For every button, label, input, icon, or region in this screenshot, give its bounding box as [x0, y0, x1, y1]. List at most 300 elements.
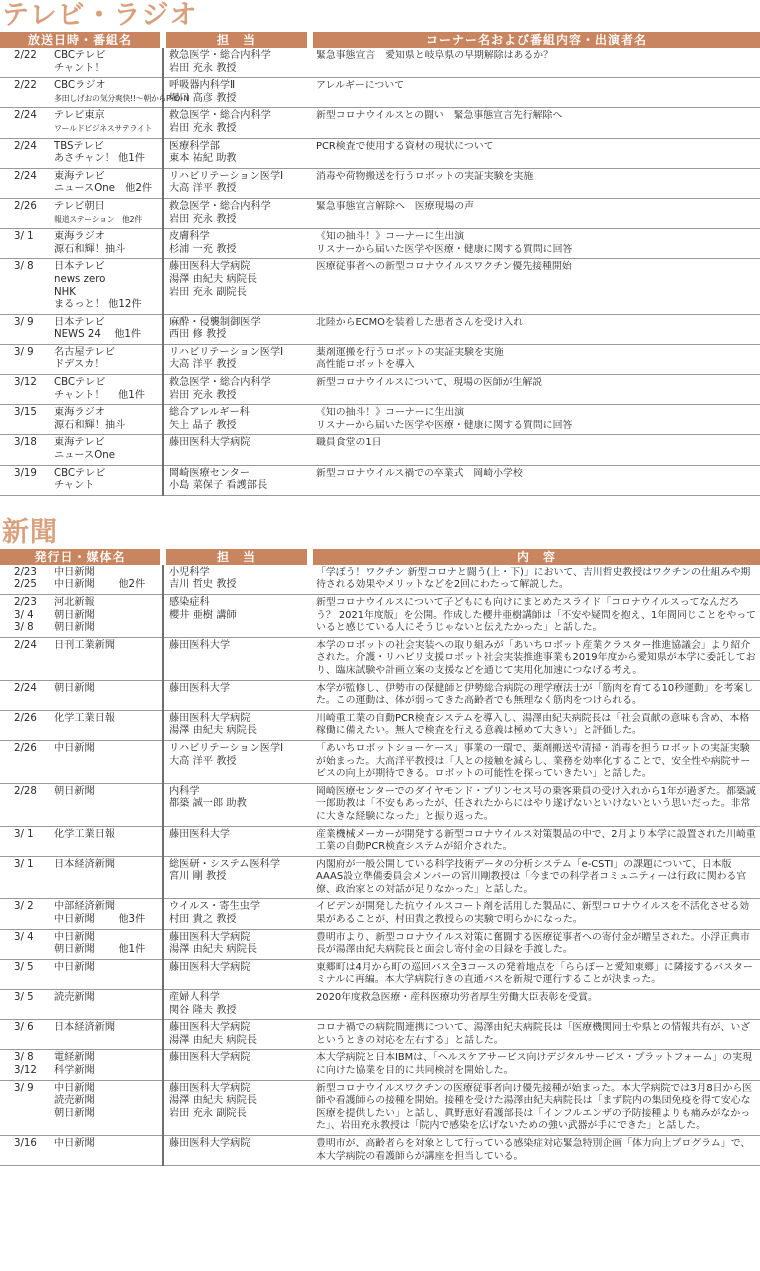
program-name: 朝日新聞 他1件 [54, 944, 146, 956]
content-cell [310, 375, 760, 405]
staff-line: 呼吸器内科学Ⅱ [169, 80, 236, 92]
content-line: リスナーから届いた医学や医療・健康に関する質問に回答 [316, 419, 573, 431]
staff-line: 大高 洋平 教授 [169, 359, 237, 371]
staff-line: 藤田医科大学病院 [169, 1137, 251, 1149]
table-row [0, 990, 760, 1020]
date-text: 3/ 9 [14, 316, 34, 328]
staff-line: 救急医学・総合内科学 [169, 50, 271, 61]
table-row [0, 1135, 760, 1165]
date-text: 2/26 [14, 742, 37, 754]
table-row [0, 959, 760, 989]
program-name: 科学新聞 [54, 1065, 95, 1076]
content-cell [310, 138, 760, 168]
date-text: 3/ 8 [14, 622, 34, 634]
staff-cell [163, 990, 310, 1020]
date-text: 3/ 9 [14, 346, 34, 358]
content-line: 高性能ロボットを導入 [316, 359, 415, 371]
header-broadcast-program: 放送日時・番組名 [0, 32, 163, 48]
table-row [0, 783, 760, 826]
program-line [14, 1052, 160, 1065]
date-text: 3/ 1 [14, 231, 34, 243]
program-name: 電経新聞 [54, 1052, 95, 1064]
program-line [14, 123, 160, 136]
content-line: 職員食堂の1日 [316, 437, 382, 449]
table-row [0, 595, 760, 638]
content-cell [310, 1135, 760, 1165]
staff-line: 藤田医科大学 [169, 682, 231, 694]
program-name: CBCテレビ [54, 467, 106, 479]
content-cell [310, 435, 760, 465]
date-text: 3/ 8 [14, 1052, 34, 1064]
date-text: 3/15 [14, 407, 37, 419]
program-name: 朝日新聞 [54, 682, 95, 694]
program-name: 日本経済新聞 [54, 858, 116, 870]
program-name: 朝日新聞 [54, 1107, 95, 1119]
program-name: 河北新報 [54, 597, 95, 608]
staff-line: 矢上 晶子 教授 [169, 419, 237, 431]
content-cell [310, 48, 760, 78]
program-name: 日本テレビ [54, 316, 105, 328]
staff-line: 岩田 充永 教授 [169, 62, 237, 74]
header-staff: 担 当 [163, 549, 310, 565]
content-cell [310, 856, 760, 899]
date-program-cell [0, 78, 190, 108]
staff-cell [163, 168, 310, 198]
staff-cell [163, 959, 310, 989]
table-row [0, 1020, 760, 1050]
program-name: CBCテレビ [54, 50, 106, 61]
staff-line: リハビリテーション医学Ⅰ [169, 742, 284, 754]
staff-line: 村田 貴之 教授 [169, 914, 237, 926]
program-name: 中日新聞 他2件 [54, 579, 146, 591]
date-program-cell [0, 259, 163, 314]
header-content: 内 容 [310, 549, 760, 565]
program-name: 東海ラジオ [54, 231, 105, 243]
program-name: TBSテレビ [54, 140, 104, 152]
staff-line: 湯澤 由紀夫 病院長 [169, 1034, 257, 1046]
date-program-cell [0, 565, 163, 595]
staff-line: 大高 洋平 教授 [169, 183, 237, 195]
staff-cell [163, 1080, 310, 1135]
date-text: 2/24 [14, 682, 37, 694]
program-line [14, 80, 160, 93]
date-program-cell [0, 138, 163, 168]
content-cell [310, 710, 760, 740]
program-line [14, 1083, 160, 1096]
table-row [0, 899, 760, 929]
program-line [14, 201, 160, 214]
staff-line: 皮膚科学 [169, 231, 210, 243]
content-cell [310, 1020, 760, 1050]
date-text: 3/ 5 [14, 961, 34, 973]
staff-line: 大高 洋平 教授 [169, 755, 237, 767]
table-row [0, 405, 760, 435]
date-program-cell [0, 405, 163, 435]
staff-line: 救急医学・総合内科学 [169, 110, 271, 122]
content-line: 本学が監修し、伊勢市の保健師と伊勢総合病院の理学療法士が「筋肉を育てる10秒運動」を考案した。この運動は、体が弱ってきた高齢者でも無理なく筋肉をつけられる。 [316, 682, 754, 707]
program-name: 東海テレビ [54, 437, 105, 449]
program-name: 化学工業日報 [54, 712, 116, 724]
date-text: 2/24 [14, 639, 37, 651]
date-program-cell [0, 990, 163, 1020]
program-line [14, 50, 160, 63]
date-text: 2/24 [14, 110, 37, 122]
date-program-cell [0, 740, 163, 783]
program-name: 報道ステーション 他2件 [54, 214, 142, 224]
staff-line: 藤田医科大学病院 [169, 1082, 251, 1094]
date-text: 3/19 [14, 467, 37, 479]
table-row [0, 1080, 760, 1135]
table-row [0, 740, 760, 783]
date-program-cell [0, 108, 163, 138]
content-line: 東郷町は4月から町の巡回バス全3コースの発着地点を「ららぽーと愛知東郷」に隣接するバスターミナルに再編。本大学病院行きの直通バスを新規で運行することが決まった。 [316, 961, 753, 986]
newspaper-section-title: 新聞 [2, 516, 58, 548]
content-cell [310, 565, 760, 595]
date-program-cell [0, 314, 163, 344]
program-name: 日刊工業新聞 [54, 639, 116, 651]
staff-line: 湯澤 由紀夫 病院長 [169, 273, 257, 285]
staff-cell [163, 108, 310, 138]
date-program-cell [0, 344, 163, 374]
program-line [14, 377, 160, 390]
staff-cell [163, 229, 310, 259]
newspaper-table [0, 549, 760, 1166]
program-line [14, 141, 160, 154]
program-line [14, 437, 160, 450]
program-line [14, 468, 160, 481]
date-text: 2/25 [14, 579, 37, 591]
date-program-cell [0, 595, 163, 638]
table-row [0, 314, 760, 344]
program-line [14, 287, 160, 300]
staff-line: リハビリテーション医学Ⅰ [169, 346, 284, 358]
date-text: 3/ 4 [14, 931, 34, 943]
date-text: 2/24 [14, 140, 37, 152]
program-line [14, 622, 160, 635]
program-line [14, 299, 160, 312]
program-name: あさチャン！ 他1件 [54, 153, 145, 165]
program-name: news zero [54, 273, 106, 285]
content-line: 医療従事者への新型コロナウイルスワクチン優先接種開始 [316, 261, 572, 273]
program-line [14, 171, 160, 184]
staff-line: ウイルス・寄生虫学 [169, 901, 261, 913]
content-cell [310, 826, 760, 856]
program-line [14, 420, 160, 433]
staff-cell [163, 259, 310, 314]
content-cell [310, 229, 760, 259]
date-program-cell [0, 198, 163, 228]
content-cell [310, 740, 760, 783]
staff-cell [163, 826, 310, 856]
program-name: 源石和輝！抽斗 [54, 243, 126, 255]
staff-cell [163, 344, 310, 374]
program-name: 中部経済新聞 [54, 901, 116, 913]
staff-cell [163, 680, 310, 710]
staff-line: 吉川 哲史 教授 [169, 579, 237, 591]
staff-line: 湯澤 由紀夫 病院長 [169, 1095, 257, 1107]
content-line: 2020年度救急医療・産科医療功労者厚生労働大臣表彰を受賞。 [316, 992, 598, 1004]
date-text: 3/ 2 [14, 901, 34, 913]
table-row [0, 78, 760, 108]
content-line: 岡崎医療センターでのダイヤモンド・プリンセス号の乗客乗員の受け入れから1年が過ぎた。都築誠一郎助教は「不安もあったが、任されたからにはやり遂げないといけないという思いだった。非常に大きな経験になった」と振り返った。 [316, 785, 756, 822]
program-line [14, 1022, 160, 1035]
date-text: 3/ 5 [14, 992, 34, 1004]
staff-cell [163, 1020, 310, 1050]
staff-line: 藤田医科大学病院 [169, 712, 251, 724]
date-program-cell [0, 375, 163, 405]
date-text: 3/ 9 [14, 1082, 34, 1094]
staff-line: 岩田 充永 教授 [169, 213, 237, 225]
table-row [0, 48, 760, 78]
program-name: チャント！ 他1件 [54, 389, 145, 401]
date-program-cell [0, 1050, 163, 1080]
staff-line: リハビリテーション医学Ⅰ [169, 170, 284, 182]
date-text: 2/22 [14, 80, 37, 92]
date-program-cell [0, 959, 163, 989]
content-line: 豊明市より、新型コロナウイルス対策に奮闘する医療従事者への寄付金が贈呈された。小浮正典市長が湯澤由紀夫病院長と面会し寄付金の目録を手渡した。 [316, 931, 750, 956]
content-line: 緊急事態宣言解除へ 医療現場の声 [316, 200, 475, 212]
program-line [14, 901, 160, 914]
table-row [0, 856, 760, 899]
program-name: まるっと！ 他12件 [54, 299, 142, 311]
staff-line: 湯澤 由紀夫 病院長 [169, 944, 257, 956]
content-cell [310, 899, 760, 929]
staff-line: 小児科学 [169, 566, 210, 578]
date-text: 3/18 [14, 437, 37, 449]
table-row [0, 138, 760, 168]
staff-line: 関谷 隆夫 教授 [169, 1004, 237, 1016]
staff-line: 岩田 充永 教授 [169, 122, 237, 134]
date-program-cell [0, 48, 163, 78]
program-line [14, 63, 160, 76]
program-line [14, 261, 160, 274]
date-text: 3/12 [14, 377, 37, 389]
content-line: アレルギーについて [316, 80, 405, 92]
table-row [0, 375, 760, 405]
staff-cell [163, 565, 310, 595]
staff-line: 都築 誠一郎 助教 [169, 798, 247, 810]
program-line [14, 480, 160, 493]
program-line [14, 231, 160, 244]
content-line: 豊明市が、高齢者らを対象として行っている感染症対応緊急特別企画「体力向上プログラム」で、本大学病院の看護師らが講座を担当している。 [316, 1137, 751, 1162]
program-line [14, 597, 160, 610]
staff-cell [163, 375, 310, 405]
content-line: 《知の抽斗！》コーナーに生出演 [316, 407, 465, 419]
program-name: 中日新聞 [54, 961, 95, 973]
content-line: 産業機械メーカーが開発する新型コロナウイルス対策製品の中で、2月より本学に設置された川崎重工業の自動PCR検査システムが紹介された。 [316, 828, 756, 853]
table-row [0, 710, 760, 740]
program-line [14, 786, 160, 799]
staff-line: 岩田 充永 副院長 [169, 286, 247, 298]
date-text: 3/ 1 [14, 858, 34, 870]
staff-cell [163, 856, 310, 899]
content-line: 新型コロナウイルスとの闘い 緊急事態宣言先行解除へ [316, 110, 563, 122]
staff-cell [163, 198, 310, 228]
date-program-cell [0, 1080, 163, 1135]
content-cell [310, 259, 760, 314]
staff-cell [163, 78, 310, 108]
staff-cell [163, 740, 310, 783]
staff-line: 藤田医科大学 [169, 639, 231, 651]
content-line: 新型コロナウイルスについて、現場の医師が生解説 [316, 377, 543, 389]
program-name: テレビ東京 [54, 110, 105, 122]
program-name: 日本経済新聞 [54, 1022, 116, 1034]
content-line: 北陸からECMOを装着した患者さんを受け入れ [316, 316, 524, 328]
program-line [14, 359, 160, 372]
program-line [14, 317, 160, 330]
staff-cell [163, 710, 310, 740]
program-name: テレビ朝日 [54, 200, 105, 212]
staff-line: 藤田医科大学病院 [169, 437, 251, 449]
program-line [14, 743, 160, 756]
staff-line: 岡崎医療センター [169, 467, 251, 479]
program-line [14, 390, 160, 403]
content-cell [310, 108, 760, 138]
date-text: 3/12 [14, 1065, 37, 1076]
content-line: コロナ禍での病院間連携について、湯澤由紀夫病院長は「医療機関同士や県との情報共有が、いざというときの対応を左右する」と話した。 [316, 1022, 751, 1046]
program-line [14, 567, 160, 580]
date-text: 2/23 [14, 566, 37, 578]
staff-line: 内科学 [169, 785, 200, 797]
program-name: 中日新聞 [54, 1082, 95, 1094]
program-line [14, 944, 160, 957]
program-line [14, 1138, 160, 1151]
table-row [0, 168, 760, 198]
table-row [0, 680, 760, 710]
staff-line: 宮川 剛 教授 [169, 871, 227, 883]
date-program-cell [0, 1135, 163, 1165]
date-program-cell [0, 929, 163, 959]
program-line [14, 610, 160, 623]
program-line [14, 407, 160, 420]
staff-line: 総医研・システム医科学 [169, 858, 281, 870]
staff-line: 救急医学・総合内科学 [169, 200, 271, 212]
tv-radio-table [0, 32, 760, 496]
program-name: NHK [54, 286, 76, 298]
staff-cell [163, 435, 310, 465]
table-row [0, 344, 760, 374]
content-line: 新型コロナウイルスワクチンの医療従事者向け優先接種が始まった。本大学病院では3月8日から医師や看護師らの接種を開始。接種を受けた湯澤由紀夫病院長は「まず院内の集団免疫を得て安心な医療を提供したい」と話し、眞野恵好看護部長は「インフルエンザの予防接種よりも痛みがなかった」、岩田充永教授は「院内で感染を広げないための強い武器が手にできた」と話した。 [316, 1082, 753, 1132]
staff-cell [163, 595, 310, 638]
staff-cell [163, 314, 310, 344]
table-row [0, 108, 760, 138]
program-name: 多田しげおの気分爽快!!～朝からP･O･N [54, 93, 190, 103]
content-cell [310, 344, 760, 374]
staff-line: 堀口 高彦 教授 [169, 92, 237, 104]
staff-line: 西田 修 教授 [169, 329, 227, 341]
staff-line: 岩田 充永 教授 [169, 389, 237, 401]
program-line [14, 274, 160, 287]
date-program-cell [0, 435, 163, 465]
program-line [14, 450, 160, 463]
content-line: 薬剤運搬を行うロボットの実証実験を実施 [316, 346, 504, 358]
program-line [14, 1108, 160, 1121]
content-line: 「学ぼう！ワクチン 新型コロナと闘う(上・下)」において、吉川哲史教授はワクチンの仕組みや期待される効果やメリットなどを2回にわたって解説した。 [316, 566, 751, 591]
program-name: 東海テレビ [54, 170, 105, 182]
program-name: 読売新聞 [54, 992, 95, 1004]
table-row [0, 929, 760, 959]
program-line [14, 932, 160, 945]
program-line [14, 110, 160, 123]
program-name: チャント！ [54, 62, 105, 74]
date-program-cell [0, 229, 163, 259]
program-line [14, 914, 160, 927]
program-name: 中日新聞 他3件 [54, 914, 146, 926]
content-line: リスナーから届いた医学や医療・健康に関する質問に回答 [316, 243, 573, 255]
program-line [14, 153, 160, 166]
content-line: 《知の抽斗！》コーナーに生出演 [316, 231, 465, 243]
date-program-cell [0, 465, 163, 495]
staff-line: 藤田医科大学病院 [169, 1022, 251, 1034]
date-program-cell [0, 637, 163, 680]
program-line [14, 329, 160, 342]
program-name: 東海ラジオ [54, 407, 105, 419]
program-name: ドデスカ！ [54, 359, 105, 371]
date-text: 3/ 6 [14, 1022, 34, 1034]
content-cell [310, 168, 760, 198]
program-line [14, 1095, 160, 1108]
staff-line: 藤田医科大学病院 [169, 261, 251, 273]
program-line [14, 683, 160, 696]
content-cell [310, 680, 760, 710]
program-name: CBCテレビ [54, 377, 106, 389]
content-cell [310, 637, 760, 680]
date-text: 3/ 4 [14, 609, 34, 621]
staff-line: 藤田医科大学病院 [169, 1052, 251, 1064]
program-name: 中日新聞 [54, 931, 95, 943]
content-line: イビデンが開発した抗ウイルスコート剤を活用した製品に、新型コロナウイルスを不活化させる効果があることが、村田貴之教授らの実験で明らかになった。 [316, 901, 750, 926]
date-program-cell [0, 783, 163, 826]
program-name: 朝日新聞 [54, 609, 95, 621]
staff-line: 岩田 充永 副院長 [169, 1107, 247, 1119]
program-line [14, 214, 160, 227]
program-line [14, 962, 160, 975]
content-line: 緊急事態宣言 愛知県と岐阜県の早期解除はあるか？ [316, 50, 554, 61]
content-cell [310, 929, 760, 959]
date-text: 2/26 [14, 200, 37, 212]
staff-line: 総合アレルギー科 [169, 407, 250, 419]
staff-cell [163, 405, 310, 435]
staff-line: 東本 祐紀 助教 [169, 153, 237, 165]
header-date-media: 発行日・媒体名 [0, 549, 163, 565]
program-name: 読売新聞 [54, 1095, 95, 1107]
content-line: 内閣府が一般公開している科学技術データの分析システム「e-CSTI」の課題について、日本版AAAS設立準備委員会メンバーの宮川剛教授は「今までの科学者コミュニティーは行政に関わる官僚、政治家との対話が足りなかった」と話した。 [316, 858, 747, 895]
program-line [14, 244, 160, 257]
program-line [14, 640, 160, 653]
staff-cell [163, 637, 310, 680]
date-text: 3/ 8 [14, 261, 34, 273]
tv-radio-table-body [0, 48, 760, 495]
table-row [0, 565, 760, 595]
staff-cell [163, 1050, 310, 1080]
staff-cell [163, 1135, 310, 1165]
content-line: 新型コロナウイルス禍での卒業式 岡崎小学校 [316, 467, 523, 479]
program-name: 朝日新聞 [54, 785, 95, 797]
content-cell [310, 1080, 760, 1135]
table-row [0, 637, 760, 680]
date-program-cell [0, 680, 163, 710]
table-row [0, 259, 760, 314]
content-line: PCR検査で使用する資材の現状について [316, 140, 494, 152]
staff-line: 藤田医科大学病院 [169, 931, 251, 943]
program-line [14, 859, 160, 872]
staff-cell [163, 783, 310, 826]
program-name: CBCラジオ [54, 80, 106, 92]
date-text: 2/22 [14, 50, 37, 61]
staff-line: 櫻井 亜樹 講師 [169, 609, 237, 621]
content-line: 新型コロナウイルスについて子どもにも向けにまとめたスライド「コロナウイルスってなんだろう？ 2021年度版」を公開。作成した櫻井亜樹講師は「不安や疑問を抱え、1年間同じことをやっていると感じている人にそうじゃないと伝えたかった」と話した。 [316, 597, 757, 634]
content-line: 本大学病院と日本IBMは、「ヘルスケアサービス向けデジタルサービス・プラットフォーム」の実現に向けた協業を目的に共同検討を開始した。 [316, 1052, 753, 1076]
